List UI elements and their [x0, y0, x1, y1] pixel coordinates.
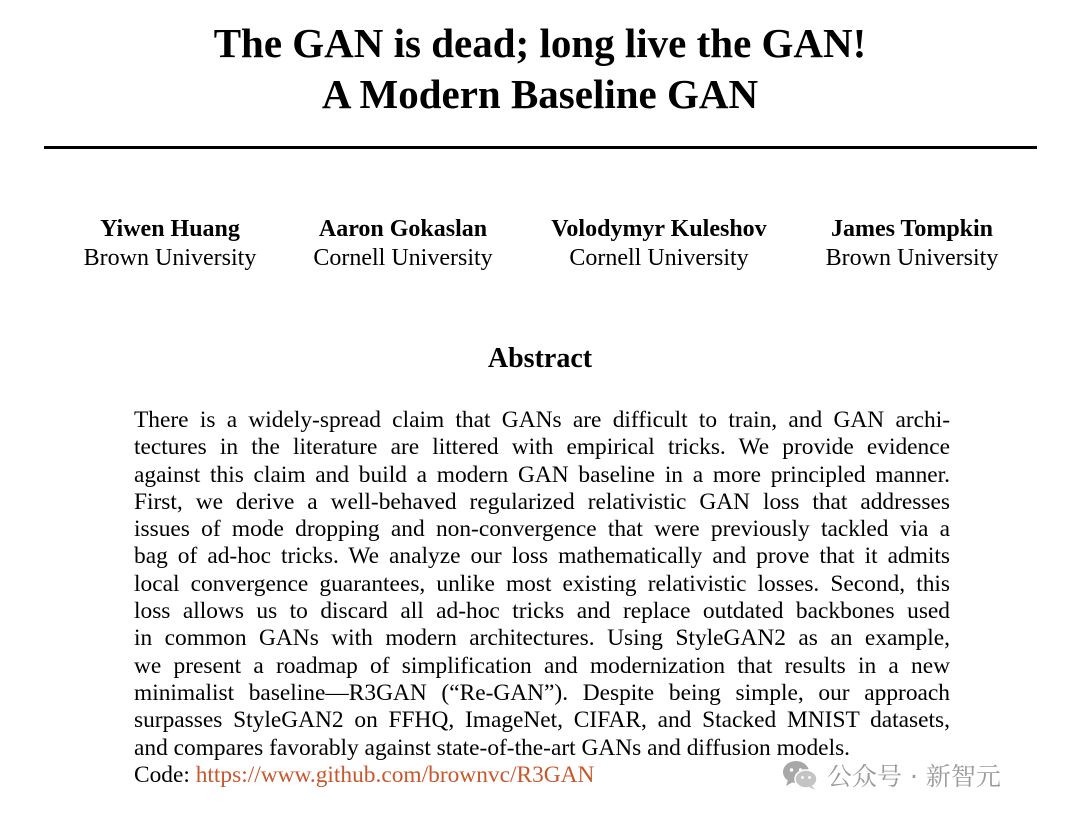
- code-link[interactable]: https://www.github.com/brownvc/R3GAN: [195, 762, 595, 788]
- author-affiliation: Cornell University: [313, 245, 493, 271]
- abstract-line: tectures in the literature are littered with empirical tricks. We provide evidence: [134, 434, 950, 461]
- watermark-text: 公众号 · 新智元: [827, 762, 1001, 791]
- paper-title-line-1: The GAN is dead; long live the GAN!: [213, 20, 867, 66]
- abstract-line: and compares favorably against state-of-the-art GANs and diffusion models.: [134, 734, 851, 761]
- author-block: [70, 215, 270, 273]
- abstract-line: bag of ad-hoc tricks. We analyze our loss mathematically and prove that it admits: [134, 543, 950, 570]
- watermark: [781, 757, 1001, 793]
- author-block: [534, 215, 784, 273]
- code-label: Code:: [134, 762, 196, 788]
- abstract-line: we present a roadmap of simplification and modernization that results in a new: [134, 652, 950, 679]
- author-name: Aaron Gokaslan: [318, 216, 488, 242]
- wechat-icon: [781, 758, 819, 792]
- abstract-line: loss allows us to discard all ad-hoc tricks and replace outdated backbones used: [134, 598, 950, 625]
- author-affiliation: Cornell University: [569, 245, 749, 271]
- paper-title-line-2: A Modern Baseline GAN: [321, 71, 759, 117]
- abstract-line: issues of mode dropping and non-convergence that were previously tackled via a: [134, 516, 950, 543]
- paper-title: [0, 18, 1080, 120]
- abstract-line: local convergence guarantees, unlike most existing relativistic losses. Second, this: [134, 570, 950, 597]
- abstract-body: [134, 407, 950, 762]
- author-affiliation: Brown University: [83, 245, 257, 271]
- code-line: [134, 761, 594, 789]
- author-affiliation: Brown University: [825, 245, 999, 271]
- author-name: James Tompkin: [830, 216, 994, 242]
- abstract-line: There is a widely-spread claim that GANs are difficult to train, and GAN archi-: [134, 407, 950, 433]
- abstract-line: in common GANs with modern architectures. Using StyleGAN2 as an example,: [134, 625, 950, 652]
- author-block: [298, 215, 508, 273]
- abstract-line: minimalist baseline—R3GAN (“Re-GAN”). Despite being simple, our approach: [134, 679, 950, 706]
- abstract-line: First, we derive a well-behaved regularized relativistic GAN loss that addresses: [134, 488, 950, 515]
- abstract-line: surpasses StyleGAN2 on FFHQ, ImageNet, CIFAR, and Stacked MNIST datasets,: [134, 707, 950, 734]
- abstract-line: against this claim and build a modern GAN baseline in a more principled manner.: [134, 461, 950, 488]
- title-rule: [44, 146, 1037, 149]
- author-block: [808, 215, 1016, 273]
- author-name: Yiwen Huang: [100, 216, 240, 242]
- abstract-heading: Abstract: [487, 343, 593, 374]
- author-name: Volodymyr Kuleshov: [551, 216, 767, 242]
